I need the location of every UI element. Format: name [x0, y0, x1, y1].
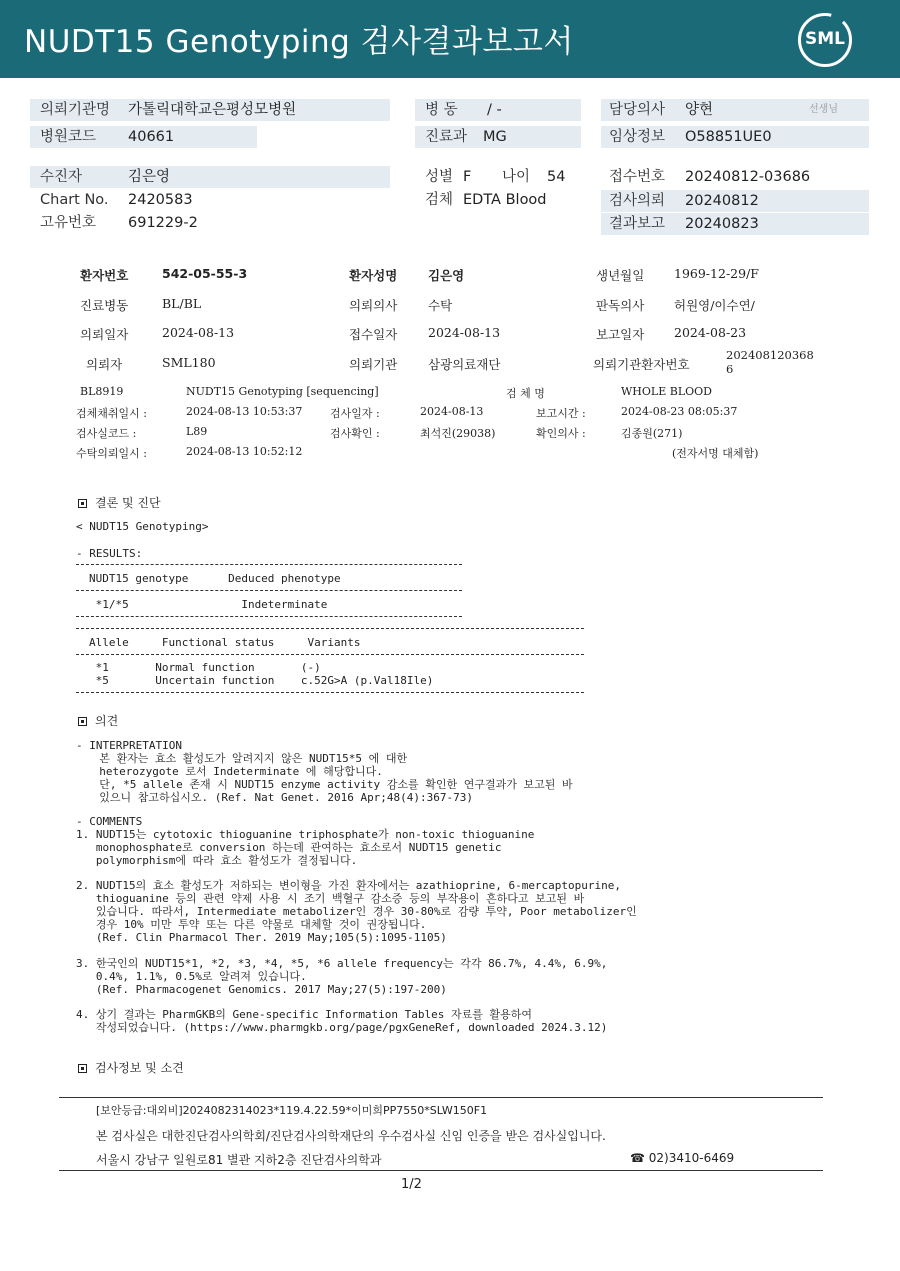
report-time-value: 2024-08-23 08:05:37: [621, 405, 738, 418]
report-date-label: 결과보고: [609, 216, 666, 232]
patient-fullname-label: 환자성명: [349, 268, 398, 283]
collect-value: 2024-08-13 10:53:37: [186, 405, 303, 418]
report-date-grid-label: 보고일자: [596, 327, 645, 342]
reading-doctor-label: 판독의사: [596, 298, 645, 313]
birthdate-label: 생년월일: [596, 268, 645, 283]
doctor-field: [601, 99, 869, 121]
institution-value: 가톨릭대학교은평성모병원: [128, 102, 297, 118]
specimen-label: 검체: [425, 192, 454, 208]
inst-patient-no-value: 202408120368: [726, 348, 814, 362]
verify-label: 확인의사 :: [536, 427, 586, 440]
exam-date-label: 검사일자 :: [330, 407, 380, 420]
ward-grid-label: 진료병동: [80, 298, 129, 313]
hospital-code-field: [30, 126, 257, 148]
department-field: [415, 126, 581, 148]
req-doctor-label: 의뢰의사: [349, 298, 398, 313]
interp-line: 있으니 참고하십시오. (Ref. Nat Genet. 2016 Apr;48(4):367-73): [86, 791, 474, 804]
page-number: 1/2: [401, 1177, 422, 1192]
square-bullet-icon: [78, 717, 87, 726]
inst-patient-no-label: 의뢰기관환자번호: [593, 357, 690, 372]
institution-label: 의뢰기관명: [40, 102, 111, 118]
certification-text: 본 검사실은 대한진단검사의학회/진단검사의학재단의 우수검사실 신임 인증을 받은 검사실입니다.: [96, 1129, 606, 1143]
patient-no-label: 환자번호: [80, 268, 129, 283]
confirm-value: 최석진(29038): [420, 427, 496, 440]
logo-text: SML: [805, 29, 845, 49]
exam-date-value: 2024-08-13: [420, 405, 484, 418]
sml-logo: [798, 13, 852, 67]
comment-line: thioguanine 등의 관련 약제 사용 시 조기 백혈구 감소증 등의 부작용이 흔하다고 보고된 바: [76, 892, 585, 905]
conclusion-subtitle: < NUDT15 Genotyping>: [76, 520, 209, 533]
square-bullet-icon: [78, 499, 87, 508]
consign-value: 2024-08-13 10:52:12: [186, 445, 303, 458]
report-date-value: 20240823: [685, 216, 759, 232]
test-name: NUDT15 Genotyping [sequencing]: [186, 385, 379, 398]
divider: [76, 692, 584, 693]
allele-header: Allele Functional status Variants: [89, 636, 361, 649]
age-value: 54: [547, 169, 566, 185]
comment-line: 2. NUDT15의 효소 활성도가 저하되는 변이형을 가진 환자에서는 azathioprine, 6-mercaptopurine,: [76, 879, 622, 892]
request-date-field: [601, 190, 869, 212]
security-line: [보안등급:대외비]2024082314023*119.4.22.59*이미희PP7550*SLW150F1: [96, 1104, 488, 1117]
unique-no-label: 고유번호: [40, 215, 97, 231]
chart-no-label: Chart No.: [40, 192, 109, 208]
requester-label: 의뢰자: [86, 357, 123, 372]
comment-line: 있습니다. 따라서, Intermediate metabolizer인 경우 30-80%로 감량 투약, Poor metabolizer인: [76, 905, 637, 918]
consign-label: 수탁의뢰일시 :: [76, 447, 147, 460]
footer-divider: [59, 1170, 823, 1171]
sex-label: 성별: [425, 169, 454, 185]
unique-no-field: [30, 212, 390, 234]
square-bullet-icon: [78, 1064, 87, 1073]
patient-no-value: 542-05-55-3: [162, 266, 248, 281]
comment-line: 4. 상기 결과는 PharmGKB의 Gene-specific Information Tables 자료를 활용하여: [76, 1008, 533, 1021]
clinical-info-label: 임상정보: [609, 129, 666, 145]
patient-fullname-value: 김은영: [428, 268, 465, 283]
results-label: - RESULTS:: [76, 547, 143, 560]
allele-row: *5 Uncertain function c.52G>A (p.Val18Ile): [89, 674, 434, 687]
comment-line: (Ref. Pharmacogenet Genomics. 2017 May;27(5):197-200): [76, 983, 447, 996]
room-code-value: L89: [186, 425, 208, 438]
sex-field: [415, 166, 505, 188]
req-institution-label: 의뢰기관: [349, 357, 398, 372]
doctor-value: 양현: [685, 102, 714, 118]
report-date-grid-value: 2024-08-23: [674, 325, 747, 340]
interp-line: 단, *5 allele 존재 시 NUDT15 enzyme activity 감소를 확인한 연구결과가 보고된 바: [86, 778, 573, 791]
comment-line: 경우 10% 미만 투약 또는 다른 약물로 대체할 것이 권장됩니다.: [76, 918, 427, 931]
requester-value: SML180: [162, 355, 216, 370]
ward-grid-value: BL/BL: [162, 296, 202, 311]
test-info-heading: 검사정보 및 소견: [78, 1059, 184, 1076]
specimen-field: [415, 189, 581, 211]
esign-note: (전자서명 대체함): [672, 447, 759, 460]
inst-patient-no-value-2: 6: [726, 362, 734, 376]
divider: [76, 628, 584, 629]
clinical-info-field: [601, 126, 869, 148]
receipt-no-label: 접수번호: [609, 169, 666, 185]
interpretation-title: - INTERPRETATION: [76, 739, 182, 752]
collect-label: 검체채취일시 :: [76, 407, 147, 420]
req-date-value: 2024-08-13: [162, 325, 235, 340]
report-header: [0, 0, 900, 78]
hospital-code-label: 병원코드: [40, 129, 97, 145]
department-value: MG: [483, 129, 507, 145]
divider: [76, 654, 584, 655]
divider: [76, 616, 462, 617]
department-label: 진료과: [425, 129, 468, 145]
opinion-heading: 의견: [78, 712, 118, 729]
age-field: [502, 166, 582, 188]
receipt-no-field: [601, 166, 869, 188]
birthdate-value: 1969-12-29/F: [674, 266, 759, 281]
ward-label: 병 동: [425, 102, 458, 118]
comment-line: 0.4%, 1.1%, 0.5%로 알려져 있습니다.: [76, 970, 307, 983]
comment-line: 3. 한국인의 NUDT15*1, *2, *3, *4, *5, *6 allele frequency는 각각 86.7%, 4.4%, 6.9%,: [76, 957, 608, 970]
chart-no-field: [30, 189, 390, 211]
genotype-header: NUDT15 genotype Deduced phenotype: [89, 572, 341, 585]
doctor-suffix: 선생님: [809, 104, 838, 115]
unique-no-value: 691229-2: [128, 215, 198, 231]
lab-address: 서울시 강남구 일원로81 별관 지하2층 진단검사의학과: [96, 1153, 382, 1167]
genotype-row: *1/*5 Indeterminate: [89, 598, 328, 611]
clinical-info-value: O58851UE0: [685, 129, 772, 145]
divider: [76, 590, 462, 591]
divider: [76, 564, 462, 565]
confirm-label: 검사확인 :: [330, 427, 380, 440]
hospital-code-value: 40661: [128, 129, 175, 145]
room-code-label: 검사실코드 :: [76, 427, 137, 440]
interp-line: heterozygote 로서 Indeterminate 에 해당합니다.: [86, 765, 383, 778]
report-time-label: 보고시간 :: [536, 407, 586, 420]
test-code: BL8919: [80, 385, 124, 398]
receive-date-value: 2024-08-13: [428, 325, 501, 340]
age-label: 나이: [502, 169, 531, 185]
request-date-value: 20240812: [685, 193, 759, 209]
req-institution-value: 삼광의료재단: [428, 357, 501, 372]
receive-date-label: 접수일자: [349, 327, 398, 342]
ward-field: [415, 99, 581, 121]
patient-name-field: [30, 166, 390, 188]
allele-row: *1 Normal function (-): [89, 661, 321, 674]
reading-doctor-value: 허원영/이수연/: [674, 298, 755, 313]
specimen-name-value: WHOLE BLOOD: [621, 385, 712, 398]
doctor-label: 담당의사: [609, 102, 666, 118]
req-doctor-value: 수탁: [428, 298, 453, 313]
comment-line: 작성되었습니다. (https://www.pharmgkb.org/page/pgxGeneRef, downloaded 2024.3.12): [76, 1021, 608, 1034]
lab-phone: ☎ 02)3410-6469: [630, 1151, 735, 1165]
sex-value: F: [463, 169, 472, 185]
req-date-label: 의뢰일자: [80, 327, 129, 342]
conclusion-heading: 결론 및 진단: [78, 494, 161, 511]
comment-line: monophosphate로 conversion 하는데 관여하는 효소로서 NUDT15 genetic: [76, 841, 502, 854]
patient-name-label: 수진자: [40, 169, 83, 185]
specimen-name-label: 검 체 명: [506, 387, 545, 400]
comment-line: polymorphism에 따라 효소 활성도가 결정됩니다.: [76, 854, 358, 867]
patient-name-value: 김은영: [128, 169, 171, 185]
specimen-value: EDTA Blood: [463, 192, 547, 208]
verify-value: 김종원(271): [621, 427, 683, 440]
receipt-no-value: 20240812-03686: [685, 169, 811, 185]
chart-no-value: 2420583: [128, 192, 193, 208]
comment-line: (Ref. Clin Pharmacol Ther. 2019 May;105(5):1095-1105): [76, 931, 447, 944]
request-date-label: 검사의뢰: [609, 193, 666, 209]
comment-line: 1. NUDT15는 cytotoxic thioguanine triphosphate가 non-toxic thioguanine: [76, 828, 535, 841]
footer-divider: [59, 1097, 823, 1098]
comments-title: - COMMENTS: [76, 815, 143, 828]
report-date-field: [601, 213, 869, 235]
report-title: NUDT15 Genotyping 검사결과보고서: [24, 24, 574, 60]
interp-line: 본 환자는 효소 활성도가 알려지지 않은 NUDT15*5 에 대한: [86, 752, 408, 765]
ward-value: / -: [487, 102, 502, 118]
institution-field: [30, 99, 390, 121]
